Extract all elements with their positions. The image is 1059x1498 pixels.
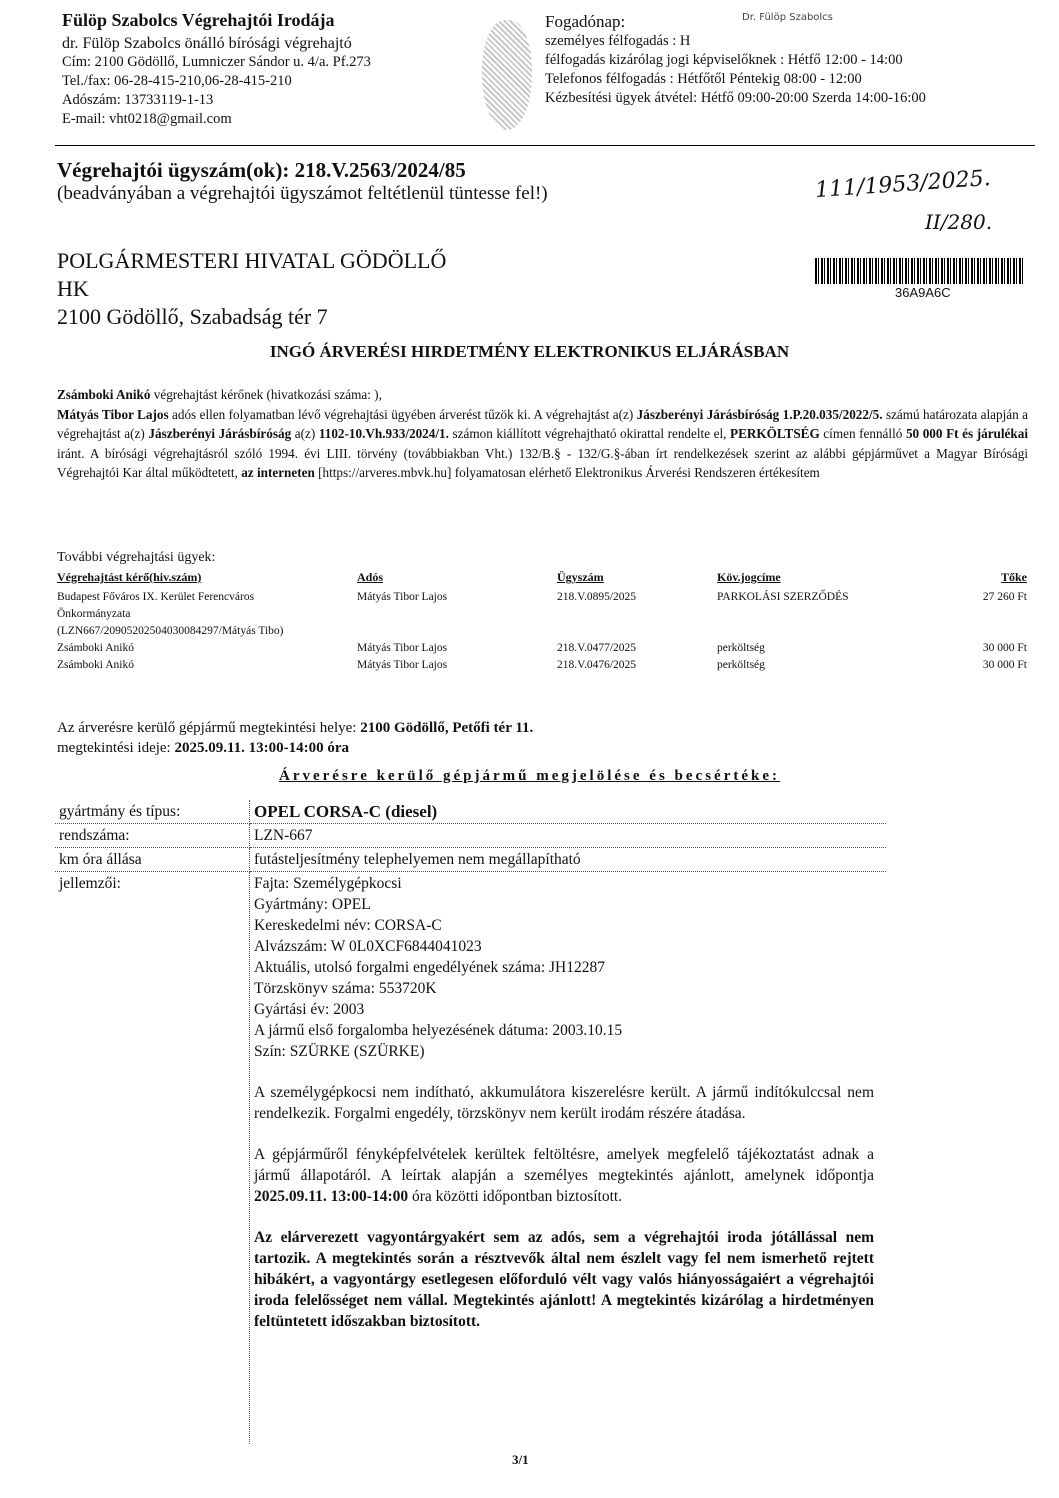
cell: Zsámboki Anikó: [57, 642, 134, 654]
case-number: Végrehajtói ügyszám(ok): 218.V.2563/2024/85: [57, 158, 466, 182]
feature-line: Gyártási év: 2003: [254, 1001, 365, 1018]
intro-paragraph: [57, 385, 1028, 483]
viewing-info: [57, 718, 533, 758]
cell: 30 000 Ft: [982, 659, 1027, 671]
header-divider: [55, 145, 1035, 146]
col-header: Ügyszám: [557, 570, 604, 584]
text: címen fennálló: [819, 426, 906, 441]
other-cases-title: További végrehajtási ügyek:: [57, 550, 216, 565]
viewing-time: 2025.09.11. 13:00-14:00: [254, 1188, 409, 1205]
cell: Mátyás Tibor Lajos: [357, 659, 448, 671]
page-number: 3/1: [512, 1452, 529, 1467]
cell: PARKOLÁSI SZERZŐDÉS: [717, 591, 849, 603]
text: óra közötti időpontban biztosított.: [408, 1188, 623, 1205]
feature-line: Törzskönyv száma: 553720K: [254, 980, 437, 997]
cell: 30 000 Ft: [982, 642, 1027, 654]
cell: 218.V.0895/2025: [557, 591, 637, 603]
web-label: az interneten: [241, 465, 315, 480]
photos-paragraph: [254, 1144, 874, 1207]
text: számú határozata alapján a végrehajtást a(z): [57, 406, 1028, 441]
disclaimer-paragraph: Az elárverezett vagyontárgyakért sem az adós, sem a végrehajtói iroda jótállással nem tartozik. A megtekintés során a résztvevők által nem észlelt vagy fel nem ismerhető rejtett hibákért, a vagyontárgy esetlegesen előforduló vélt vagy valós hiányosságaiért a végrehajtói iroda felelősséget nem vállal. Megtekintés ajánlott! A megtekintés kizárólag a hirdetményen feltüntetett időszakban biztosított.: [254, 1229, 874, 1330]
feature-line: Kereskedelmi név: CORSA-C: [254, 917, 442, 934]
office-phone: Tel./fax: 06-28-415-210,06-28-415-210: [62, 73, 292, 89]
enforcement-ref: 1102-10.Vh.933/2024/1.: [318, 426, 449, 441]
claim-title: PERKÖLTSÉG: [730, 426, 820, 441]
cell: perköltség: [717, 659, 765, 671]
col-header: Adós: [357, 570, 384, 584]
text: számon kiállított végrehajtható okirattal rendelte el,: [448, 426, 731, 441]
office-tax: Adószám: 13733119-1-13: [62, 92, 214, 108]
case-note: (beadványában a végrehajtói ügyszámot feltétlenül tüntesse fel!): [57, 183, 548, 204]
document-title: INGÓ ÁRVERÉSI HIRDETMÉNY ELEKTRONIKUS ELJÁRÁSBAN: [269, 342, 790, 361]
vehicle-heading: Árverésre kerülő gépjármű megjelölése és becsértéke:: [279, 768, 780, 784]
table-row: [57, 657, 1027, 674]
field-label: gyártmány és típus:: [55, 800, 250, 824]
text: [https://arveres.mbvk.hu] folyamatosan elérhető Elektronikus Árverési Rendszeren értékesítem: [314, 465, 820, 480]
col-header: Végrehajtást kérő(hiv.szám): [57, 570, 202, 584]
text: iránt. A bírósági végrehajtásról szóló 1994. évi LIII. törvény (továbbiakban Vht.) 132/B.§ - 132/G.§-ában írt rendelkezések szerint az alábbi gépjárművet a Magyar Bírósági Végrehajtói Kar által működtetett,: [57, 445, 1028, 480]
text: adós ellen folyamatban lévő végrehajtási ügyében árverést tűzök ki. A végrehajtást a(z): [168, 406, 637, 422]
table-header-row: [57, 570, 1027, 589]
barcode-code: 36A9A6C: [895, 285, 951, 300]
debtor-name: Mátyás Tibor Lajos: [57, 406, 169, 422]
reception-line: félfogadás kizárólag jogi képviselőknek : Hétfő 12:00 - 14:00: [545, 52, 903, 68]
viewing-time: 2025.09.11. 13:00-14:00 óra: [174, 740, 350, 756]
cell: Zsámboki Anikó: [57, 659, 134, 671]
cell: Budapest Főváros IX. Kerület Ferencváros Önkormányzata (LZN667/20905202504030084297/Mátyás Tibo): [57, 591, 284, 637]
cell: Mátyás Tibor Lajos: [357, 642, 448, 654]
received-stamp: Dr. Fülöp Szabolcs: [742, 12, 833, 23]
feature-line: Fajta: Személygépkocsi: [254, 875, 402, 892]
viewing-time-label: megtekintési ideje:: [57, 740, 175, 756]
cell: 218.V.0476/2025: [557, 659, 637, 671]
field-label: km óra állása: [55, 848, 250, 872]
feature-line: Szín: SZÜRKE (SZÜRKE): [254, 1043, 425, 1060]
reception-line: Kézbesítési ügyek átvétel: Hétfő 09:00-20:00 Szerda 14:00-16:00: [545, 90, 926, 106]
recipient-address: [57, 247, 446, 331]
condition-paragraph: A személygépkocsi nem indítható, akkumulátora kiszerelésre került. A jármű indítókulccsal nem rendelkezik. Forgalmi engedély, törzskönyv nem került irodám részére átadása.: [254, 1084, 874, 1122]
cell: 218.V.0477/2025: [557, 642, 637, 654]
table-row: [57, 640, 1027, 657]
officer-name: dr. Fülöp Szabolcs önálló bírósági végrehajtó: [62, 35, 352, 52]
viewing-place-label: Az árverésre kerülő gépjármű megtekintési helye:: [57, 720, 361, 736]
table-row: [57, 589, 1027, 640]
field-value: OPEL CORSA-C (diesel): [250, 800, 887, 824]
features-cell: [250, 872, 887, 1445]
cell: perköltség: [717, 642, 765, 654]
text: végrehajtást kérőnek (hivatkozási száma: ),: [150, 387, 382, 402]
vehicle-row: [55, 848, 886, 872]
reception-title: Fogadónap:: [545, 12, 626, 31]
vehicle-table: [55, 800, 886, 1444]
coat-of-arms-seal: [482, 20, 532, 130]
office-name: Fülöp Szabolcs Végrehajtói Irodája: [62, 10, 335, 30]
office-header: [62, 10, 371, 129]
feature-line: Aktuális, utolsó forgalmi engedélyének száma: JH12287: [254, 959, 605, 976]
viewing-place: 2100 Gödöllő, Petőfi tér 11.: [360, 720, 534, 736]
field-value: LZN-667: [250, 824, 887, 848]
reception-line: személyes félfogadás : H: [545, 33, 691, 49]
col-header: Tőke: [1000, 570, 1027, 584]
claim-amount: 50 000 Ft és járulékai: [905, 426, 1028, 441]
other-cases-table: [57, 570, 1027, 674]
reception-line: Telefonos félfogadás : Hétfőtől Péntekig 08:00 - 12:00: [545, 71, 862, 87]
field-label: jellemzői:: [55, 872, 250, 1445]
vehicle-row: [55, 824, 886, 848]
feature-line: A jármű első forgalomba helyezésének dátuma: 2003.10.15: [254, 1022, 623, 1039]
handwritten-subnumber: II/280.: [925, 210, 993, 234]
case-block: [57, 158, 548, 205]
office-address: Cím: 2100 Gödöllő, Lumniczer Sándor u. 4/a. Pf.273: [62, 54, 371, 70]
recipient-dept: HK: [57, 276, 89, 301]
feature-line: Alvázszám: W 0L0XCF6844041023: [254, 938, 482, 955]
text: a(z): [291, 426, 319, 441]
text: A gépjárműről fényképfelvételek kerültek feltöltésre, amelyek megfelelő tájékoztatást adnak a jármű állapotáról. A leírtak alapján a személyes megtekintés ajánlott, amelynek időpontja: [254, 1146, 874, 1184]
field-label: rendszáma:: [55, 824, 250, 848]
handwritten-filing-number: 111/1953/2025.: [814, 165, 992, 204]
feature-line: Gyártmány: OPEL: [254, 896, 371, 913]
creditor-name: Zsámboki Anikó: [57, 387, 151, 402]
reception-info: [545, 12, 926, 108]
cell: Mátyás Tibor Lajos: [357, 591, 448, 603]
barcode: [815, 258, 1023, 284]
court-name: Jászberényi Járásbíróság: [148, 426, 292, 441]
vehicle-row: [55, 872, 886, 1445]
court-ref: Jászberényi Járásbíróság 1.P.20.035/2022/5.: [636, 406, 883, 422]
vehicle-row: [55, 800, 886, 824]
recipient-street: 2100 Gödöllő, Szabadság tér 7: [57, 304, 328, 329]
office-email: E-mail: vht0218@gmail.com: [62, 111, 232, 127]
recipient-name: POLGÁRMESTERI HIVATAL GÖDÖLLŐ: [57, 248, 447, 273]
field-value: futásteljesítmény telephelyemen nem megállapítható: [250, 848, 887, 872]
col-header: Köv.jogcíme: [717, 570, 781, 584]
cell: 27 260 Ft: [982, 591, 1027, 603]
